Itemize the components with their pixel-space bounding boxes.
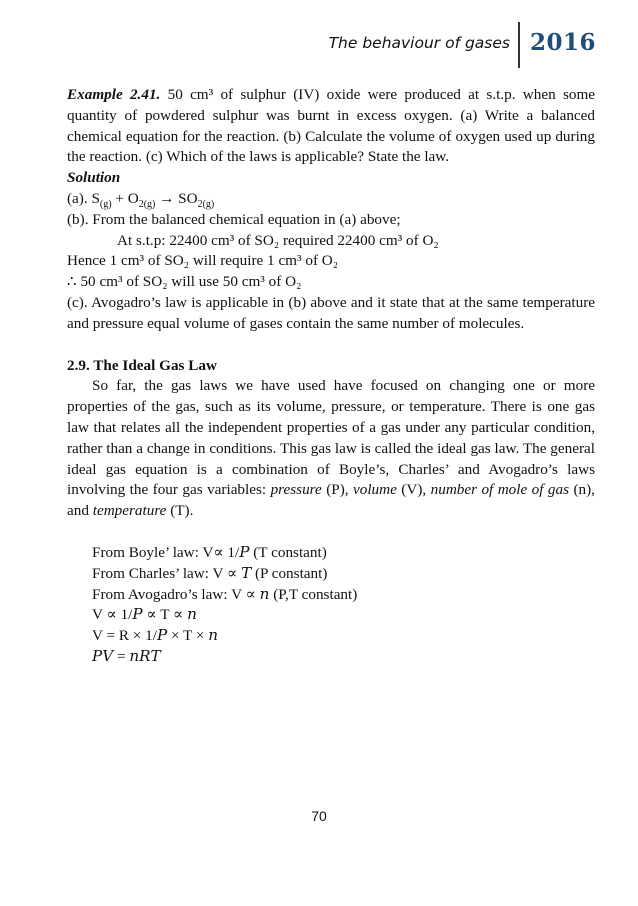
- section-paragraph: So far, the gas laws we have used have focused on changing one or more properties of the gas, such as its volume, pressure, or temperature. There is one gas law that relates all the independent properties of a gas under any particular condition, rather than a change in conditions. This gas law is called the ideal gas law. The general ideal gas equation is a combination of Boyle’s, Charles’ and Avogadro’s laws involving the four gas variables: pressure (P), volume (V), number of mole of gas (n), and temperature (T).: [67, 377, 595, 520]
- hence-line: Hence 1 cm³ of SO₂ will require 1 cm³ of O₂: [67, 252, 339, 270]
- header-divider: [518, 22, 520, 68]
- page-header: [0, 22, 638, 72]
- solution-part-a: (a). $S_{(g)} + O_{2(g)} \to SO_{2(g)}$: [67, 189, 215, 211]
- proportionality-line: V ∝ 1/𝑃 ∝ T ∝ 𝑛: [92, 606, 197, 624]
- boyle-law-line: From Boyle’ law: V∝ 1/𝑃 (T constant): [92, 543, 327, 561]
- stp-line: At s.t.p: 22400 cm³ of SO₂ required 22400 cm³ of O₂: [117, 231, 439, 249]
- solution-part-b: (b). From the balanced chemical equation in (a) above;: [67, 210, 401, 228]
- page-content: [67, 85, 595, 668]
- avogadro-law-line: From Avogadro’s law: V ∝ 𝑛 (P,T constant): [92, 585, 358, 603]
- charles-law-line: From Charles’ law: V ∝ 𝑇 (P constant): [92, 564, 328, 582]
- solution-label: Solution: [67, 169, 121, 187]
- example-text: 50 cm³ of sulphur (IV) oxide were produced at s.t.p. when some quantity of powdered sulphur was burnt in excess oxygen. (a) Write a balanced chemical equation for the reaction. (b) Calculate the volume of oxygen used up during the reaction. (c) Which of the laws is applicable? State the law.: [67, 86, 596, 166]
- header-title: The behaviour of gases: [328, 34, 510, 52]
- combined-equation: V = R × 1/𝑃 × T × 𝑛: [92, 627, 219, 645]
- section-heading: 2.9. The Ideal Gas Law: [67, 356, 217, 374]
- ideal-gas-equation: 𝑃𝑉 = 𝑛𝑅𝑇: [92, 647, 161, 665]
- example-paragraph: [67, 85, 595, 168]
- header-year: 2016: [530, 29, 597, 56]
- therefore-line: ∴ 50 cm³ of SO₂ will use 50 cm³ of O₂: [67, 273, 302, 291]
- solution-part-c: (c). Avogadro’s law is applicable in (b) above and it state that at the same temperature and pressure equal volume of gases contain the same number of molecules.: [67, 293, 595, 332]
- example-label: Example 2.41.: [67, 86, 161, 103]
- page-number: 70: [311, 808, 327, 824]
